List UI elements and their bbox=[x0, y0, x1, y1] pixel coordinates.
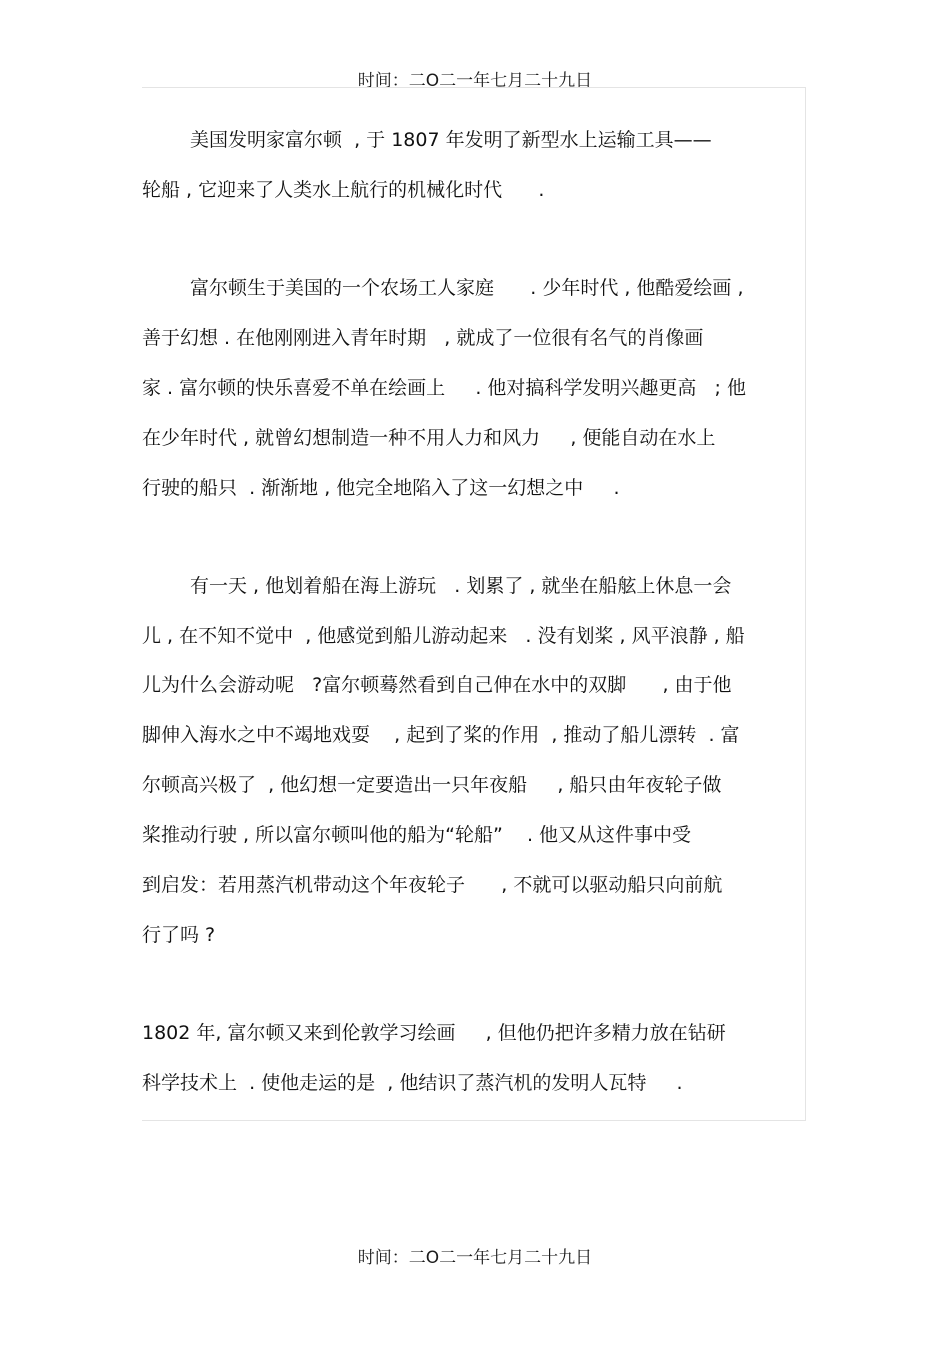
paragraph-4-line-1: 1802 年, 富尔顿又来到伦敦学习绘画 , 但他仍把许多精力放在钻研 bbox=[142, 1022, 726, 1044]
paragraph-4-line-2: 科学技术上 . 使他走运的是 , 他结识了蒸汽机的发明人瓦特 . bbox=[142, 1072, 683, 1094]
paragraph-3-line-2: 儿 , 在不知不觉中 , 他感觉到船儿游动起来 . 没有划桨 , 风平浪静 , 船 bbox=[142, 625, 745, 647]
paragraph-3-line-4: 脚伸入海水之中不竭地戏耍 , 起到了桨的作用 , 推动了船儿漂转 . 富 bbox=[142, 724, 740, 746]
content-frame bbox=[142, 87, 806, 1121]
paragraph-1-line-2: 轮船 , 它迎来了人类水上航行的机械化时代 . bbox=[142, 179, 545, 201]
paragraph-2-line-4: 在少年时代 , 就曾幻想制造一种不用人力和风力 , 便能自动在水上 bbox=[142, 427, 716, 449]
paragraph-3-line-3: 儿为什么会游动呢 ?富尔顿蓦然看到自己伸在水中的双脚 , 由于他 bbox=[142, 674, 732, 696]
paragraph-2-line-2: 善于幻想 . 在他刚刚进入青年时期 , 就成了一位很有名气的肖像画 bbox=[142, 327, 704, 349]
page-header-date: 时间：二O二一年七月二十九日 bbox=[357, 71, 593, 91]
paragraph-2-line-5: 行驶的船只 . 渐渐地 , 他完全地陷入了这一幻想之中 . bbox=[142, 477, 620, 499]
paragraph-3-line-1: 有一天 , 他划着船在海上游玩 . 划累了 , 就坐在船舷上休息一会 bbox=[190, 575, 732, 597]
paragraph-3-line-7: 到启发：若用蒸汽机带动这个年夜轮子 , 不就可以驱动船只向前航 bbox=[142, 874, 723, 896]
paragraph-3-line-8: 行了吗 ? bbox=[142, 924, 216, 946]
paragraph-2-line-3: 家 . 富尔顿的快乐喜爱不单在绘画上 . 他对搞科学发明兴趣更高 ; 他 bbox=[142, 377, 746, 399]
page-footer-date: 时间：二O二一年七月二十九日 bbox=[357, 1248, 593, 1268]
paragraph-3-line-5: 尔顿高兴极了 , 他幻想一定要造出一只年夜船 , 船只由年夜轮子做 bbox=[142, 774, 722, 796]
paragraph-2-line-1: 富尔顿生于美国的一个农场工人家庭 . 少年时代 , 他酷爱绘画 , bbox=[190, 277, 744, 299]
paragraph-3-line-6: 桨推动行驶 , 所以富尔顿叫他的船为“轮船” . 他又从这件事中受 bbox=[142, 824, 692, 846]
paragraph-1-line-1: 美国发明家富尔顿 , 于 1807 年发明了新型水上运输工具—— bbox=[190, 129, 712, 151]
